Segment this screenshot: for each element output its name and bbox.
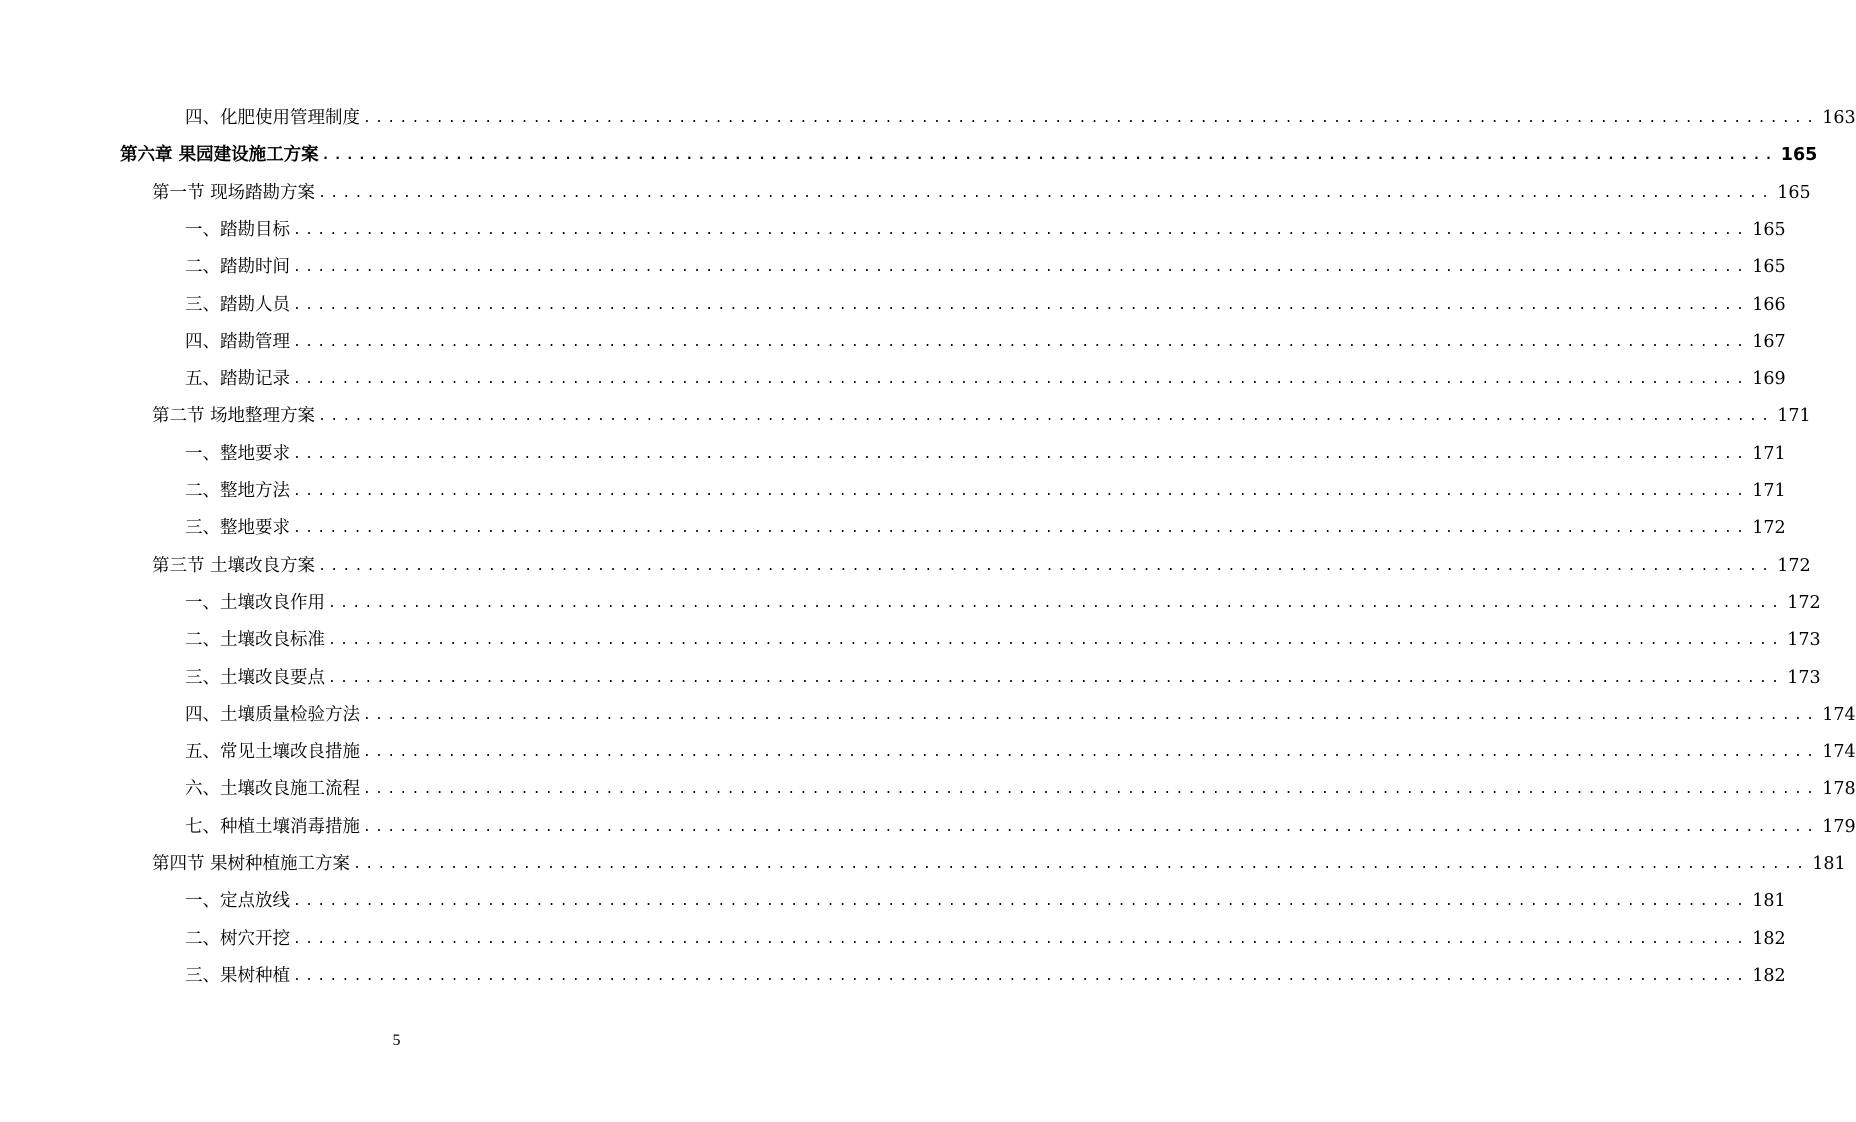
toc-entry-label: 一、整地要求 [185,443,290,464]
toc-entry-label: 二、树穴开挖 [185,928,290,949]
toc-leader-dots: ........................................................................................................................ [321,148,1777,164]
toc-entry-page: 173 [1787,667,1821,688]
toc-leader-dots: ........................................................................................................................ [328,670,1784,686]
page-number: 5 [392,1032,401,1049]
toc-entry-label: 二、整地方法 [185,481,290,501]
toc-entry-section[interactable] [152,398,1811,435]
toc-entry-page: 172 [1787,592,1821,613]
toc-entry-item[interactable] [185,473,1786,510]
toc-entry-chapter[interactable] [120,137,1818,174]
toc-entry-label: 三、踏勘人员 [185,294,290,315]
toc-entry-section[interactable] [152,175,1811,212]
toc-leader-dots: ........................................................................................................................ [293,260,1749,276]
toc-leader-dots: ........................................................................................................................ [318,185,1774,201]
toc-entry-label: 五、常见土壤改良措施 [185,742,360,763]
toc-entry-item[interactable] [185,510,1786,547]
toc-leader-dots: ........................................................................................................................ [293,222,1749,238]
toc-leader-dots: ........................................................................................................................ [363,782,1819,798]
toc-leader-dots: ........................................................................................................................ [363,819,1819,835]
toc-entry-page: 172 [1752,518,1786,539]
toc-leader-dots: ........................................................................................................................ [293,446,1749,462]
toc-entry-item[interactable] [185,697,1856,734]
toc-entry-item[interactable] [185,809,1856,846]
toc-leader-dots: ........................................................................................................................ [293,894,1749,910]
toc-leader-dots: ........................................................................................................................ [318,409,1774,425]
toc-entry-page: 174 [1822,742,1856,763]
toc-entry-label: 三、整地要求 [185,518,290,539]
toc-entry-item[interactable] [185,324,1786,361]
toc-entry-page: 171 [1752,443,1786,464]
toc-entry-label: 四、土壤质量检验方法 [185,704,360,725]
toc-entry-item[interactable] [185,100,1856,137]
toc-leader-dots: ........................................................................................................................ [363,707,1819,723]
toc-entry-section[interactable] [152,548,1811,585]
toc-entry-item[interactable] [185,921,1786,958]
toc-leader-dots: ........................................................................................................................ [363,111,1819,126]
toc-entry-label: 六、土壤改良施工流程 [185,779,360,800]
toc-entry-page: 182 [1752,965,1786,986]
toc-entry-item[interactable] [185,771,1856,808]
toc-entry-page: 181 [1812,854,1846,874]
toc-entry-page: 171 [1777,406,1811,427]
toc-leader-dots: ........................................................................................................................ [293,297,1749,313]
toc-entry-label: 一、踏勘目标 [185,219,290,240]
toc-entry-label: 五、踏勘记录 [185,369,290,390]
toc-leader-dots: ........................................................................................................................ [353,857,1809,872]
toc-entry-item[interactable] [185,622,1821,659]
toc-entry-item[interactable] [185,287,1786,324]
toc-entry-label: 一、定点放线 [185,891,290,912]
toc-entry-page: 163 [1822,108,1856,128]
toc-entry-page: 181 [1752,891,1786,912]
toc-leader-dots: ........................................................................................................................ [293,931,1749,947]
toc-leader-dots: ........................................................................................................................ [293,521,1749,537]
toc-entry-page: 173 [1787,630,1821,651]
toc-entry-item[interactable] [185,660,1821,697]
toc-entry-page: 182 [1752,928,1786,949]
toc-leader-dots: ........................................................................................................................ [328,633,1784,649]
toc-entry-item[interactable] [185,212,1786,249]
toc-entry-page: 166 [1752,294,1786,315]
toc-entry-page: 178 [1822,779,1856,800]
toc-entry-page: 174 [1822,704,1856,725]
toc-entry-item[interactable] [185,361,1786,398]
toc-entry-page: 171 [1752,481,1786,501]
toc-entry-label: 二、踏勘时间 [185,257,290,278]
toc-entry-page: 179 [1822,816,1856,837]
toc-entry-label: 三、土壤改良要点 [185,667,325,688]
toc-entry-label: 一、土壤改良作用 [185,592,325,613]
toc-entry-page: 165 [1752,219,1786,240]
toc-entry-item[interactable] [185,958,1786,995]
toc-entry-label: 四、踏勘管理 [185,331,290,352]
toc-entry-label: 四、化肥使用管理制度 [185,108,360,128]
toc-entry-item[interactable] [185,734,1856,771]
toc-entry-page: 165 [1777,182,1811,203]
toc-leader-dots: ........................................................................................................................ [293,484,1749,499]
toc-entry-page: 165 [1780,145,1818,166]
toc-entry-page: 165 [1752,257,1786,278]
toc-entry-label: 第一节 现场踏勘方案 [152,182,316,203]
toc-entry-label: 第四节 果树种植施工方案 [152,854,351,874]
toc-entry-page: 172 [1777,555,1811,576]
toc-entry-label: 第六章 果园建设施工方案 [120,145,319,166]
toc-entry-page: 167 [1752,331,1786,352]
toc-entry-item[interactable] [185,585,1821,622]
toc-leader-dots: ........................................................................................................................ [363,745,1819,761]
toc-leader-dots: ........................................................................................................................ [293,372,1749,388]
toc-entry-label: 第三节 土壤改良方案 [152,555,316,576]
toc-leader-dots: ........................................................................................................................ [293,334,1749,350]
toc-entry-label: 七、种植土壤消毒措施 [185,816,360,837]
toc-entry-section[interactable] [152,846,1846,883]
toc-entry-item[interactable] [185,883,1786,920]
toc-entry-label: 三、果树种植 [185,965,290,986]
toc-entry-item[interactable] [185,249,1786,286]
toc-leader-dots: ........................................................................................................................ [293,968,1749,984]
toc-entry-label: 二、土壤改良标准 [185,630,325,651]
toc-entry-label: 第二节 场地整理方案 [152,406,316,427]
toc-leader-dots: ........................................................................................................................ [328,595,1784,611]
toc-entry-page: 169 [1752,369,1786,390]
toc-entry-item[interactable] [185,436,1786,473]
toc-leader-dots: ........................................................................................................................ [318,558,1774,574]
